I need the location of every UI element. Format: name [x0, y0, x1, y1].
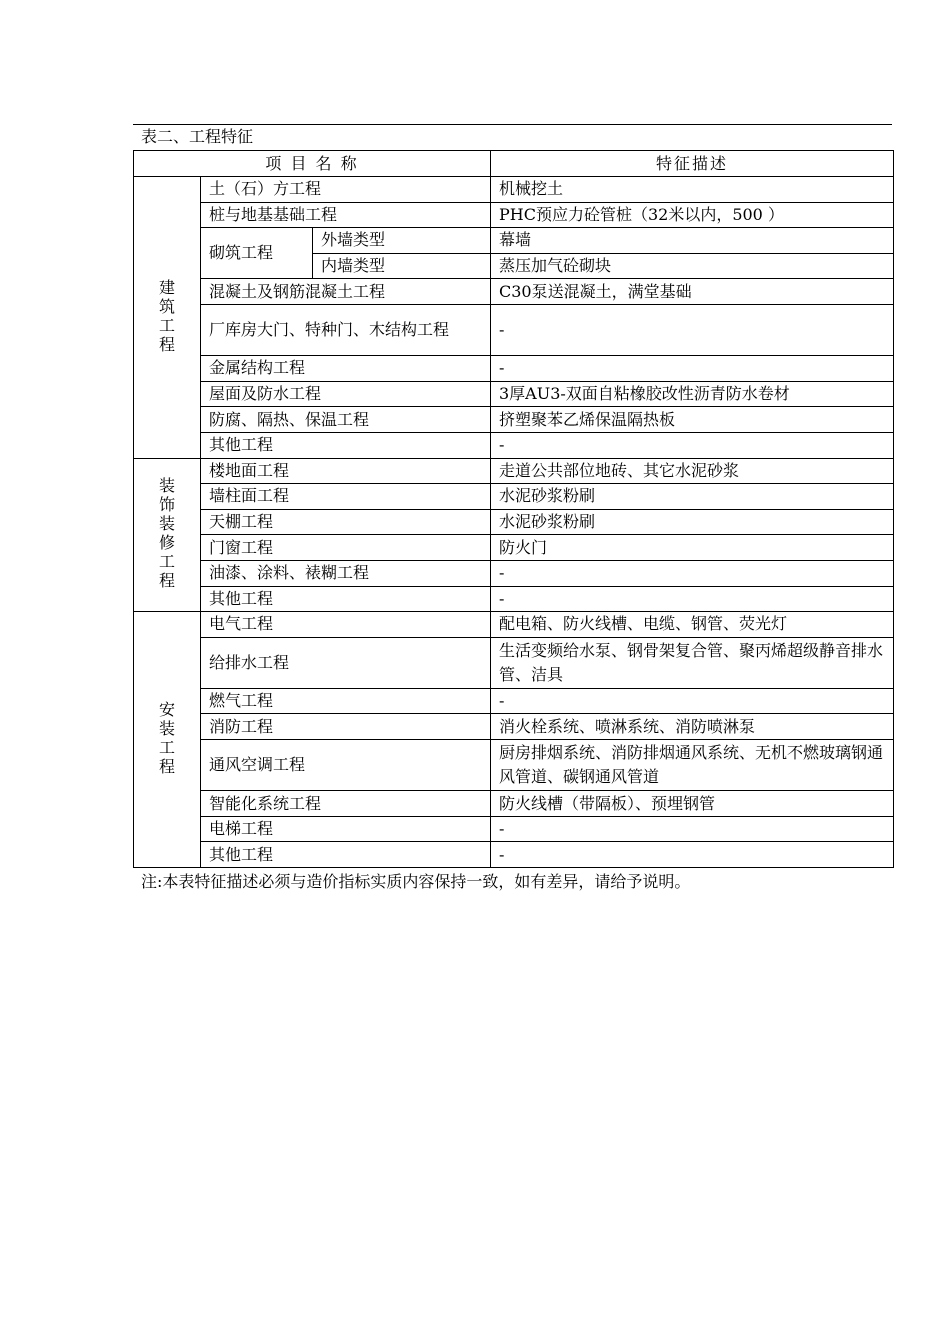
item-name: 混凝土及钢筋混凝土工程: [201, 279, 491, 305]
feature-desc: -: [491, 586, 894, 612]
table-row: [134, 381, 894, 407]
item-name: 门窗工程: [201, 535, 491, 561]
feature-desc: -: [491, 356, 894, 382]
category-cell: [134, 458, 201, 612]
table-row: [134, 586, 894, 612]
item-name: 防腐、隔热、保温工程: [201, 407, 491, 433]
table-row: [134, 458, 894, 484]
table-row: [134, 177, 894, 203]
feature-desc: 厨房排烟系统、消防排烟通风系统、无机不燃玻璃钢通风管道、碳钢通风管道: [491, 740, 894, 791]
table-row: [134, 279, 894, 305]
item-name: 其他工程: [201, 586, 491, 612]
header-feature-desc: 特征描述: [491, 151, 894, 177]
table-row: [134, 816, 894, 842]
feature-desc: 水泥砂浆粉刷: [491, 509, 894, 535]
table-row: [134, 637, 894, 688]
table-row: [134, 842, 894, 868]
table-row: [134, 740, 894, 791]
table-row: [134, 560, 894, 586]
feature-desc: -: [491, 432, 894, 458]
feature-desc: 水泥砂浆粉刷: [491, 484, 894, 510]
feature-desc: -: [491, 688, 894, 714]
feature-desc: 配电箱、防火线槽、电缆、钢管、荧光灯: [491, 612, 894, 638]
feature-table: [133, 150, 894, 868]
item-name: 给排水工程: [201, 637, 491, 688]
category-cell: [134, 177, 201, 459]
item-name: 消防工程: [201, 714, 491, 740]
feature-desc: 机械挖土: [491, 177, 894, 203]
item-name: 砌筑工程: [201, 228, 313, 279]
category-label: 建筑工程: [158, 277, 175, 354]
feature-desc: 消火栓系统、喷淋系统、消防喷淋泵: [491, 714, 894, 740]
item-name: 燃气工程: [201, 688, 491, 714]
item-name: 墙柱面工程: [201, 484, 491, 510]
item-name: 油漆、涂料、裱糊工程: [201, 560, 491, 586]
item-name: 通风空调工程: [201, 740, 491, 791]
top-rule: [133, 124, 892, 125]
table-row: [134, 304, 894, 355]
feature-desc: -: [491, 560, 894, 586]
feature-desc: 蒸压加气砼砌块: [491, 253, 894, 279]
sub-item-name: 外墙类型: [313, 228, 491, 254]
table-row: [134, 484, 894, 510]
feature-desc: PHC预应力砼管桩（32米以内，500 ）: [491, 202, 894, 228]
feature-desc: 走道公共部位地砖、其它水泥砂浆: [491, 458, 894, 484]
item-name: 土（石）方工程: [201, 177, 491, 203]
table-row: [134, 228, 894, 254]
item-name: 桩与地基基础工程: [201, 202, 491, 228]
feature-desc: -: [491, 816, 894, 842]
table-row: [134, 535, 894, 561]
item-name: 其他工程: [201, 432, 491, 458]
feature-desc: 幕墙: [491, 228, 894, 254]
item-name: 其他工程: [201, 842, 491, 868]
sub-item-name: 内墙类型: [313, 253, 491, 279]
table-row: [134, 688, 894, 714]
category-cell: [134, 612, 201, 868]
feature-desc: 3厚AU3-双面自粘橡胶改性沥青防水卷材: [491, 381, 894, 407]
table-caption: 表二、工程特征: [141, 127, 254, 146]
category-label: 装饰装修工程: [158, 476, 175, 591]
item-name: 屋面及防水工程: [201, 381, 491, 407]
item-name: 楼地面工程: [201, 458, 491, 484]
table-note: 注:本表特征描述必须与造价指标实质内容保持一致，如有差异，请给予说明。: [141, 872, 691, 891]
table-row: [134, 202, 894, 228]
feature-desc: -: [491, 304, 894, 355]
item-name: 天棚工程: [201, 509, 491, 535]
header-row: [134, 151, 894, 177]
item-name: 厂库房大门、特种门、木结构工程: [201, 304, 491, 355]
table-row: [134, 791, 894, 817]
table-row: [134, 356, 894, 382]
feature-desc: 挤塑聚苯乙烯保温隔热板: [491, 407, 894, 433]
item-name: 智能化系统工程: [201, 791, 491, 817]
item-name: 电气工程: [201, 612, 491, 638]
table-row: [134, 407, 894, 433]
table-row: [134, 612, 894, 638]
table-row: [134, 509, 894, 535]
category-label: 安装工程: [158, 700, 175, 777]
feature-desc: 防火门: [491, 535, 894, 561]
feature-desc: C30泵送混凝土，满堂基础: [491, 279, 894, 305]
feature-desc: 防火线槽（带隔板）、预埋钢管: [491, 791, 894, 817]
feature-desc: 生活变频给水泵、钢骨架复合管、聚丙烯超级静音排水管、洁具: [491, 637, 894, 688]
table-row: [134, 714, 894, 740]
header-item-name: 项 目 名 称: [134, 151, 491, 177]
feature-desc: -: [491, 842, 894, 868]
item-name: 金属结构工程: [201, 356, 491, 382]
item-name: 电梯工程: [201, 816, 491, 842]
table-row: [134, 432, 894, 458]
